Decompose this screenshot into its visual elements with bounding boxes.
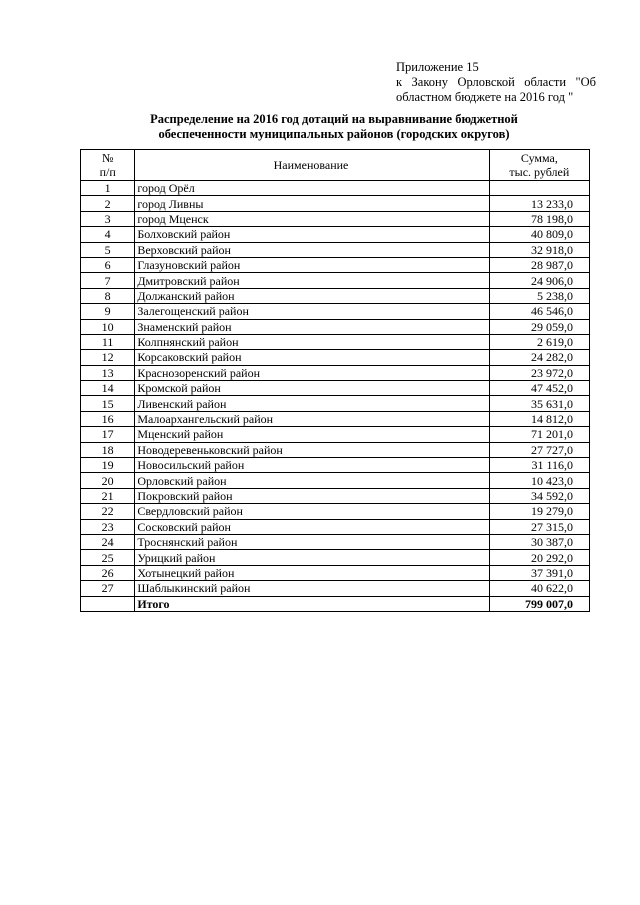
row-name: Знаменский район bbox=[135, 319, 489, 334]
table-row bbox=[81, 519, 590, 534]
row-name: Шаблыкинский район bbox=[135, 581, 489, 596]
table-row bbox=[81, 381, 590, 396]
row-number: 6 bbox=[81, 257, 135, 272]
row-number: 15 bbox=[81, 396, 135, 411]
row-sum: 34 592,0 bbox=[489, 488, 589, 503]
table-row bbox=[81, 442, 590, 457]
appendix-word: к bbox=[396, 75, 403, 89]
row-number: 13 bbox=[81, 365, 135, 380]
table-row bbox=[81, 273, 590, 288]
row-number: 19 bbox=[81, 458, 135, 473]
row-sum: 19 279,0 bbox=[489, 504, 589, 519]
document-title bbox=[120, 112, 548, 142]
header-number-line-1: № bbox=[101, 151, 114, 165]
row-number: 24 bbox=[81, 534, 135, 549]
row-number: 22 bbox=[81, 504, 135, 519]
row-name: Хотынецкий район bbox=[135, 565, 489, 580]
table-header-row bbox=[81, 150, 590, 181]
table-row bbox=[81, 257, 590, 272]
row-name: Новосильский район bbox=[135, 458, 489, 473]
row-sum: 23 972,0 bbox=[489, 365, 589, 380]
row-sum: 46 546,0 bbox=[489, 304, 589, 319]
row-sum: 47 452,0 bbox=[489, 381, 589, 396]
row-sum: 28 987,0 bbox=[489, 257, 589, 272]
row-number: 25 bbox=[81, 550, 135, 565]
row-sum: 29 059,0 bbox=[489, 319, 589, 334]
row-number: 4 bbox=[81, 227, 135, 242]
header-sum-line-2: тыс. рублей bbox=[509, 165, 570, 179]
row-number: 17 bbox=[81, 427, 135, 442]
row-name: Мценский район bbox=[135, 427, 489, 442]
row-sum: 40 809,0 bbox=[489, 227, 589, 242]
header-number bbox=[81, 150, 135, 181]
row-name: Кромской район bbox=[135, 381, 489, 396]
appendix-word: Закону bbox=[411, 75, 448, 89]
table-row bbox=[81, 242, 590, 257]
table-row bbox=[81, 565, 590, 580]
table-row bbox=[81, 227, 590, 242]
row-sum: 13 233,0 bbox=[489, 196, 589, 211]
table-row bbox=[81, 550, 590, 565]
row-number: 5 bbox=[81, 242, 135, 257]
table-row bbox=[81, 334, 590, 349]
table-row bbox=[81, 396, 590, 411]
title-line-2: обеспеченности муниципальных районов (городских округов) bbox=[158, 127, 510, 141]
title-line-1: Распределение на 2016 год дотаций на выравнивание бюджетной bbox=[150, 112, 518, 126]
row-name: Болховский район bbox=[135, 227, 489, 242]
row-number: 21 bbox=[81, 488, 135, 503]
header-name: Наименование bbox=[135, 150, 489, 181]
table-row bbox=[81, 181, 590, 196]
row-number: 9 bbox=[81, 304, 135, 319]
row-number: 18 bbox=[81, 442, 135, 457]
row-number: 20 bbox=[81, 473, 135, 488]
total-number bbox=[81, 596, 135, 611]
table-total-row bbox=[81, 596, 590, 611]
row-name: город Ливны bbox=[135, 196, 489, 211]
total-label: Итого bbox=[135, 596, 489, 611]
row-sum: 10 423,0 bbox=[489, 473, 589, 488]
row-number: 1 bbox=[81, 181, 135, 196]
row-name: Дмитровский район bbox=[135, 273, 489, 288]
row-sum bbox=[489, 181, 589, 196]
row-name: Глазуновский район bbox=[135, 257, 489, 272]
row-number: 3 bbox=[81, 211, 135, 226]
row-number: 2 bbox=[81, 196, 135, 211]
row-name: Краснозоренский район bbox=[135, 365, 489, 380]
appendix-line-2 bbox=[396, 75, 596, 90]
row-name: Свердловский район bbox=[135, 504, 489, 519]
row-sum: 31 116,0 bbox=[489, 458, 589, 473]
row-sum: 40 622,0 bbox=[489, 581, 589, 596]
row-number: 12 bbox=[81, 350, 135, 365]
table-row bbox=[81, 211, 590, 226]
table-body bbox=[81, 181, 590, 612]
header-sum-line-1: Сумма, bbox=[520, 151, 558, 165]
row-name: Должанский район bbox=[135, 288, 489, 303]
table-row bbox=[81, 473, 590, 488]
appendix-note bbox=[396, 60, 596, 105]
table-row bbox=[81, 304, 590, 319]
distribution-table bbox=[80, 149, 590, 612]
row-name: Орловский район bbox=[135, 473, 489, 488]
row-name: Малоархангельский район bbox=[135, 411, 489, 426]
row-name: Покровский район bbox=[135, 488, 489, 503]
total-sum: 799 007,0 bbox=[489, 596, 589, 611]
row-number: 23 bbox=[81, 519, 135, 534]
row-number: 14 bbox=[81, 381, 135, 396]
row-name: Урицкий район bbox=[135, 550, 489, 565]
table-row bbox=[81, 504, 590, 519]
table-row bbox=[81, 365, 590, 380]
row-number: 8 bbox=[81, 288, 135, 303]
appendix-line-1: Приложение 15 bbox=[396, 60, 479, 74]
row-sum: 78 198,0 bbox=[489, 211, 589, 226]
row-name: Троснянский район bbox=[135, 534, 489, 549]
header-sum bbox=[489, 150, 589, 181]
row-sum: 35 631,0 bbox=[489, 396, 589, 411]
row-name: Ливенский район bbox=[135, 396, 489, 411]
row-number: 16 bbox=[81, 411, 135, 426]
row-name: Сосковский район bbox=[135, 519, 489, 534]
row-sum: 27 727,0 bbox=[489, 442, 589, 457]
row-sum: 14 812,0 bbox=[489, 411, 589, 426]
row-number: 11 bbox=[81, 334, 135, 349]
row-name: Верховский район bbox=[135, 242, 489, 257]
row-name: город Мценск bbox=[135, 211, 489, 226]
table-row bbox=[81, 288, 590, 303]
row-sum: 30 387,0 bbox=[489, 534, 589, 549]
row-sum: 24 282,0 bbox=[489, 350, 589, 365]
table-row bbox=[81, 488, 590, 503]
row-sum: 24 906,0 bbox=[489, 273, 589, 288]
row-sum: 71 201,0 bbox=[489, 427, 589, 442]
row-sum: 37 391,0 bbox=[489, 565, 589, 580]
row-sum: 5 238,0 bbox=[489, 288, 589, 303]
row-sum: 32 918,0 bbox=[489, 242, 589, 257]
row-name: город Орёл bbox=[135, 181, 489, 196]
row-name: Залегощенский район bbox=[135, 304, 489, 319]
table-row bbox=[81, 581, 590, 596]
table-row bbox=[81, 196, 590, 211]
appendix-word: Орловской bbox=[457, 75, 515, 89]
row-number: 27 bbox=[81, 581, 135, 596]
table-row bbox=[81, 319, 590, 334]
table-row bbox=[81, 350, 590, 365]
row-name: Колпнянский район bbox=[135, 334, 489, 349]
table-row bbox=[81, 458, 590, 473]
row-number: 7 bbox=[81, 273, 135, 288]
row-number: 26 bbox=[81, 565, 135, 580]
row-sum: 2 619,0 bbox=[489, 334, 589, 349]
row-name: Корсаковский район bbox=[135, 350, 489, 365]
row-number: 10 bbox=[81, 319, 135, 334]
row-sum: 27 315,0 bbox=[489, 519, 589, 534]
appendix-word: области bbox=[524, 75, 567, 89]
table-row bbox=[81, 534, 590, 549]
table-row bbox=[81, 427, 590, 442]
row-name: Новодеревеньковский район bbox=[135, 442, 489, 457]
header-number-line-2: п/п bbox=[99, 165, 116, 179]
appendix-line-3: областном бюджете на 2016 год " bbox=[396, 90, 574, 104]
table-row bbox=[81, 411, 590, 426]
row-sum: 20 292,0 bbox=[489, 550, 589, 565]
appendix-word: "Об bbox=[575, 75, 596, 89]
